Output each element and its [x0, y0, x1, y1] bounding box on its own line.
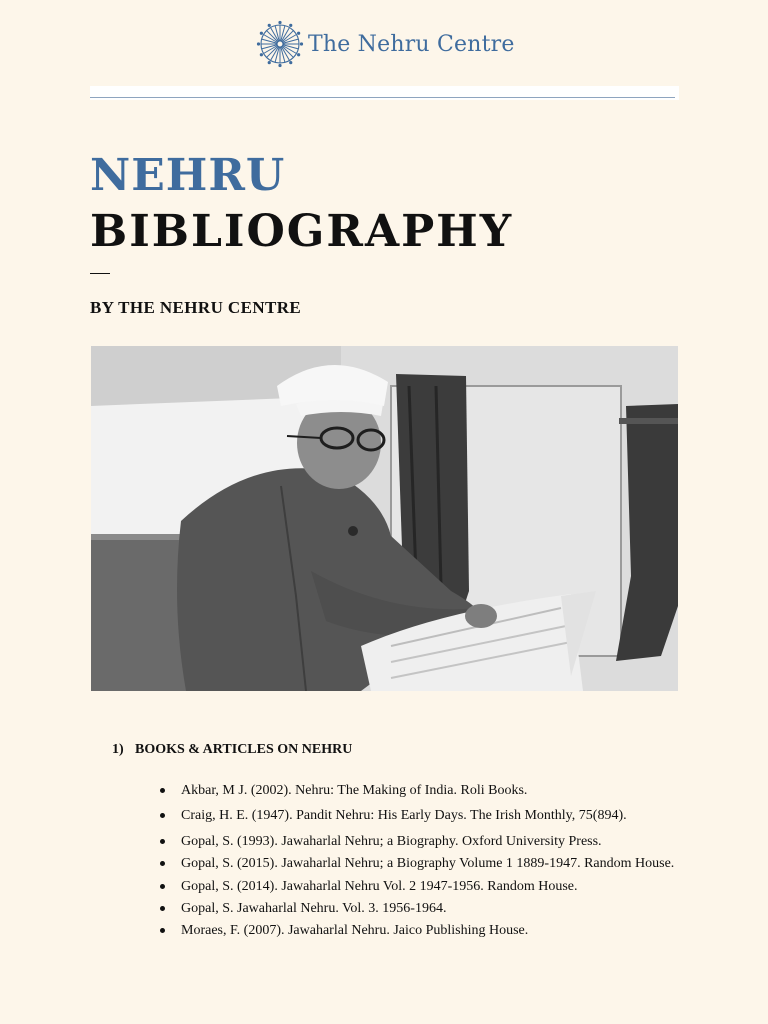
bullet-icon: [160, 906, 165, 911]
chakra-petal: [289, 24, 292, 27]
section-heading: [112, 742, 352, 758]
list-item: [160, 780, 720, 802]
bullet-icon: [160, 839, 165, 844]
section-number: 1): [112, 742, 124, 757]
list-item: [160, 805, 720, 827]
bullet-icon: [160, 884, 165, 889]
ashoka-chakra-icon: [256, 20, 304, 68]
list-item: [160, 831, 720, 853]
reference-text: Gopal, S. Jawaharlal Nehru. Vol. 3. 1956-1964.: [181, 900, 447, 916]
bullet-icon: [160, 928, 165, 933]
reference-text: Akbar, M J. (2002). Nehru: The Making of India. Roli Books.: [181, 783, 528, 798]
nehru-photo: [91, 346, 678, 691]
title-line-2: BIBLIOGRAPHY: [90, 206, 514, 257]
chakra-spoke: [267, 46, 278, 57]
photo-illustration: [91, 346, 678, 691]
chakra-petal: [278, 64, 281, 67]
list-item: [160, 898, 720, 920]
title-dash: [90, 273, 110, 274]
reference-list: [160, 780, 720, 943]
list-item: [160, 920, 720, 942]
brand-name[interactable]: The Nehru Centre: [308, 31, 515, 57]
reference-text: Gopal, S. (2014). Jawaharlal Nehru Vol. 2 1947-1956. Random House.: [181, 878, 578, 894]
chakra-petal: [257, 42, 260, 45]
chakra-petal: [297, 53, 300, 56]
chakra-spoke: [282, 46, 293, 57]
chakra-petal: [289, 61, 292, 64]
list-item: [160, 876, 720, 898]
title-line-1: NEHRU: [90, 150, 286, 201]
chakra-petal: [278, 21, 281, 24]
bullet-icon: [160, 861, 165, 866]
chakra-petal: [300, 42, 303, 45]
chakra-spoke: [282, 31, 293, 42]
chakra-petal: [268, 24, 271, 27]
reference-text: Gopal, S. (1993). Jawaharlal Nehru; a Biography. Oxford University Press.: [181, 833, 602, 849]
chakra-petal: [268, 61, 271, 64]
site-header: [256, 20, 515, 68]
section-title: BOOKS & ARTICLES ON NEHRU: [135, 742, 353, 757]
bullet-icon: [160, 813, 165, 818]
reference-text: Gopal, S. (2015). Jawaharlal Nehru; a Biography Volume 1 1889-1947. Random House.: [181, 856, 675, 872]
reference-text: Craig, H. E. (1947). Pandit Nehru: His Early Days. The Irish Monthly, 75(894).: [181, 808, 627, 824]
bullet-icon: [160, 788, 165, 793]
list-item: [160, 853, 720, 875]
chakra-spoke: [267, 31, 278, 42]
byline: BY THE NEHRU CENTRE: [90, 298, 302, 317]
header-divider: [90, 97, 675, 98]
reference-text: Moraes, F. (2007). Jawaharlal Nehru. Jaico Publishing House.: [181, 923, 529, 939]
chakra-petal: [260, 32, 263, 35]
chakra-petal: [297, 32, 300, 35]
chakra-petal: [260, 53, 263, 56]
